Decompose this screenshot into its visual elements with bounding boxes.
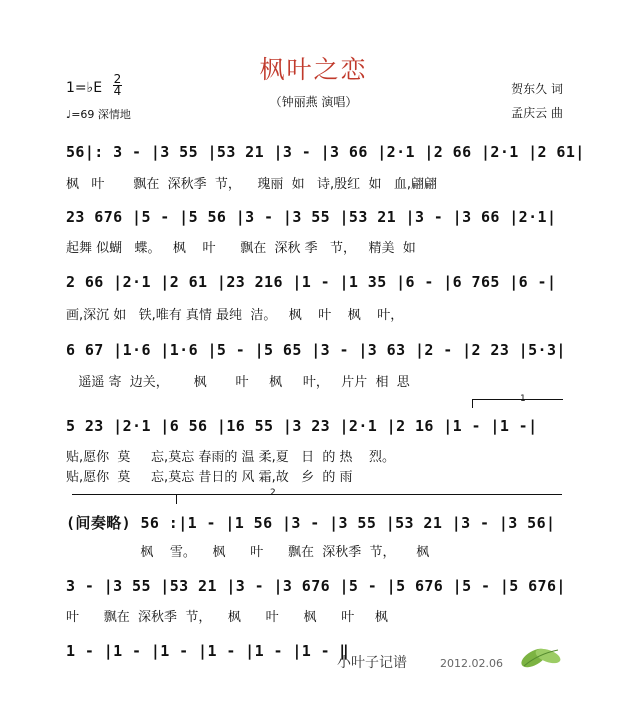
lyric-line-6: 枫 雪。 枫 叶 飘在 深秋季 节， 枫: [66, 545, 430, 560]
notation-line-4: 6 67 |1·6 |1·6 |5 - |5 65 |3 - |3 63 |2 - |2 23 |5·3|: [66, 341, 566, 359]
notation-line-6: (间奏略) 56 :|1 - |1 56 |3 - |3 55 |53 21 |3 - |3 56|: [66, 514, 556, 532]
lyric-line-5a: 贴,愿你 莫 忘,莫忘 春雨的 温 柔,夏 日 的 热 烈。: [66, 450, 396, 465]
notation-line-2: 23 676 |5 - |5 56 |3 - |3 55 |53 21 |3 - |3 66 |2·1|: [66, 208, 557, 226]
key-signature: 1=♭E: [66, 80, 103, 96]
volta-bracket-2: [72, 494, 562, 503]
watermark-date: 2012.02.06: [440, 657, 503, 670]
volta-bracket-1: [472, 399, 563, 408]
volta-2-start: [176, 494, 177, 504]
volta-1-label: 1: [520, 394, 526, 404]
notation-line-8: 1 - |1 - |1 - |1 - |1 - |1 - ‖: [66, 642, 349, 660]
tempo-marking: ♩=69 深情地: [66, 108, 131, 121]
notation-line-3: 2 66 |2·1 |2 61 |23 216 |1 - |1 35 |6 - |6 765 |6 -|: [66, 273, 557, 291]
lyricist-credit: 贺东久 词: [511, 82, 563, 96]
time-signature-bottom: 4: [113, 84, 122, 98]
notation-line-7: 3 - |3 55 |53 21 |3 - |3 676 |5 - |5 676 |5 - |5 676|: [66, 577, 566, 595]
lyric-line-2: 起舞 似蝴 蝶。 枫 叶 飘在 深秋 季 节， 精美 如: [66, 241, 416, 256]
watermark-text: 小叶子记谱: [337, 655, 407, 671]
volta-2-label: 2: [270, 488, 276, 498]
notation-line-5: 5 23 |2·1 |6 56 |16 55 |3 23 |2·1 |2 16 |1 - |1 -|: [66, 417, 538, 435]
lyric-line-3: 画,深沉 如 铁,唯有 真情 最纯 洁。 枫 叶 枫 叶，: [66, 308, 404, 323]
song-title: 枫叶之恋: [259, 55, 368, 84]
lyric-line-1: 枫 叶 飘在 深秋季 节， 瑰丽 如 诗,殷红 如 血,翩翩: [66, 177, 437, 192]
time-signature: [113, 74, 122, 97]
singer-credit: （钟丽燕 演唱）: [269, 95, 358, 109]
lyric-line-4: 遥遥 寄 边关， 枫 叶 枫 叶， 片片 相 思: [66, 375, 410, 390]
notation-line-1: 56|: 3 - |3 55 |53 21 |3 - |3 66 |2·1 |2 66 |2·1 |2 61|: [66, 143, 585, 161]
leaf-icon: [518, 638, 564, 672]
lyric-line-7: 叶 飘在 深秋季 节， 枫 叶 枫 叶 枫: [66, 610, 388, 625]
time-signature-top: 2: [113, 72, 122, 86]
composer-credit: 孟庆云 曲: [511, 106, 563, 120]
lyric-line-5b: 贴,愿你 莫 忘,莫忘 昔日的 风 霜,故 乡 的 雨: [66, 470, 353, 485]
